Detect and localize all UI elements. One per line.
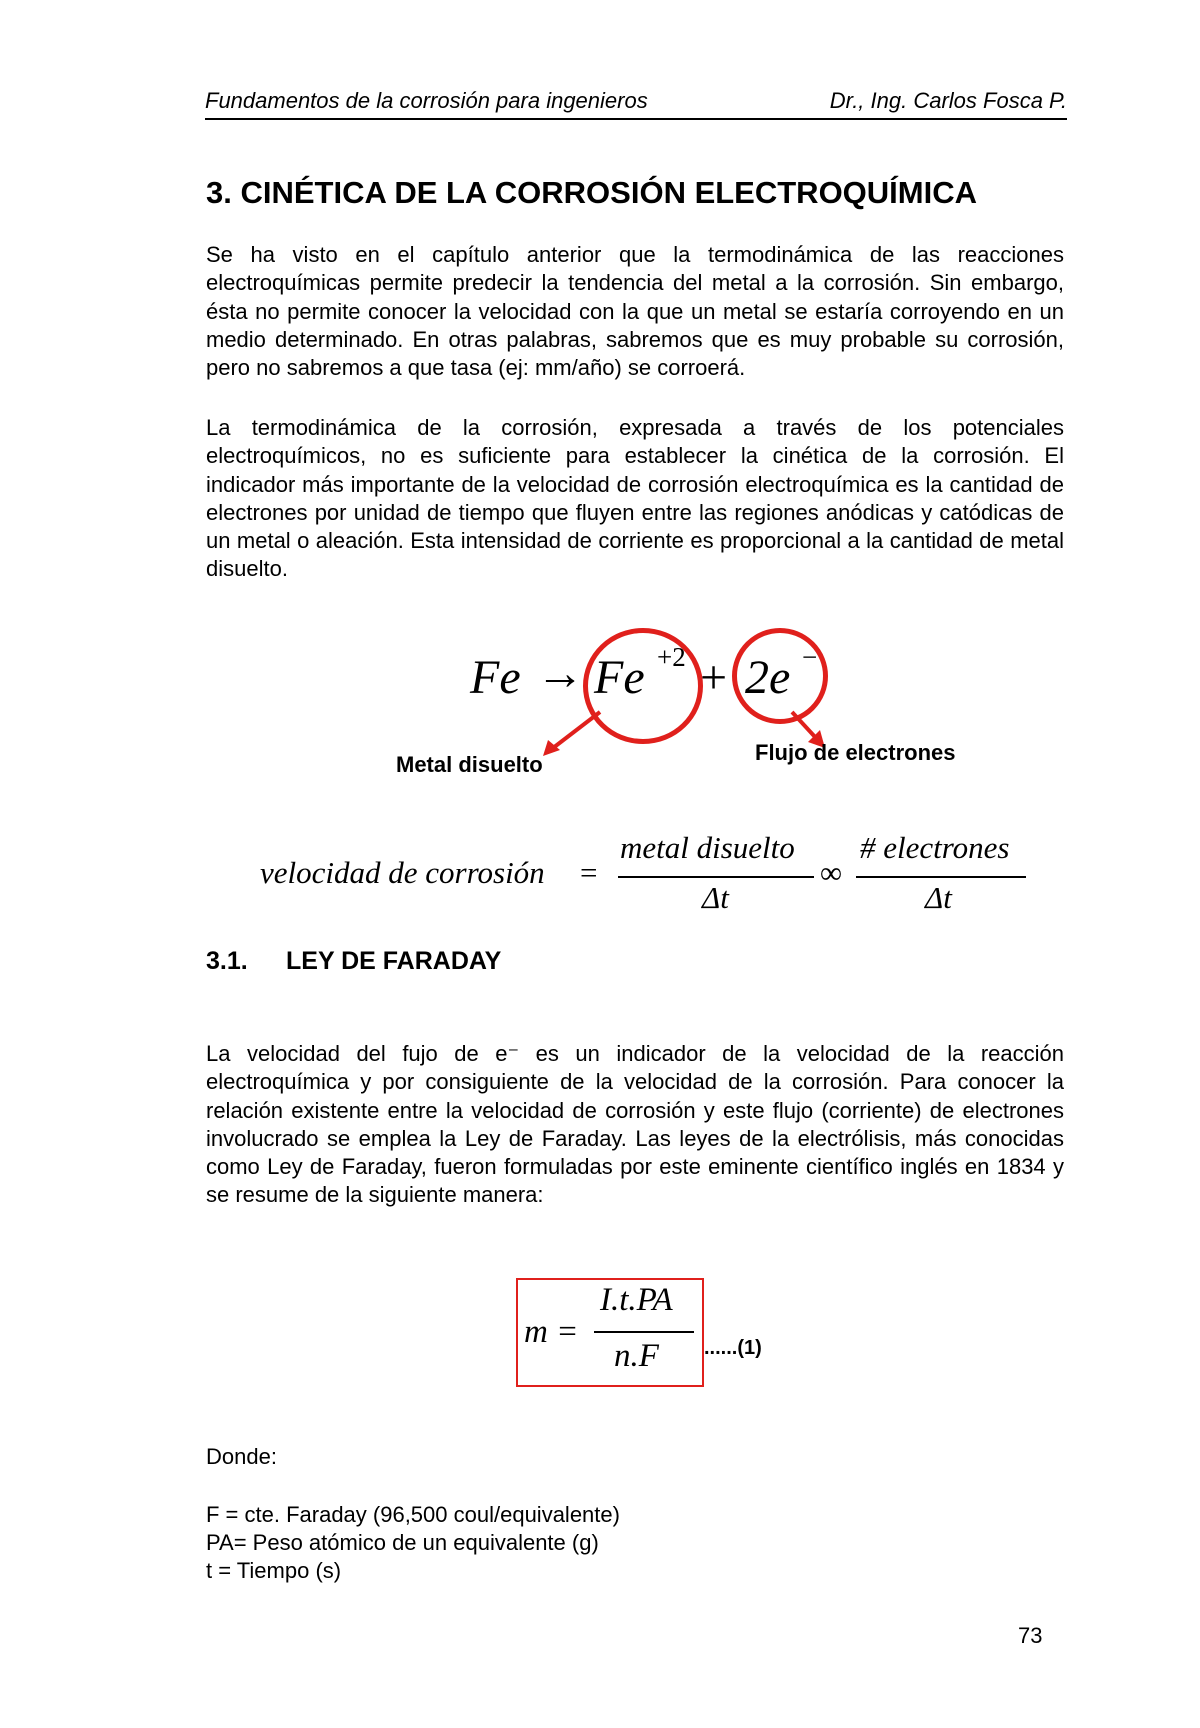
fraction-bar-2 xyxy=(856,876,1026,878)
label-electron-flow: Flujo de electrones xyxy=(755,740,956,765)
header-author: Dr., Ing. Carlos Fosca P. xyxy=(829,88,1067,113)
denominator-delta-t-2: Δt xyxy=(925,880,952,915)
product-fe-ion: Fe xyxy=(594,651,645,704)
definitions-intro: Donde: xyxy=(206,1444,277,1469)
definition-atomic-weight: PA= Peso atómico de un equivalente (g) xyxy=(206,1530,599,1555)
subsection-number: 3.1. xyxy=(206,947,248,975)
subsection-title-text: LEY DE FARADAY xyxy=(286,947,502,975)
subsection-title xyxy=(206,947,501,976)
paragraph-intro: Se ha visto en el capítulo anterior que la termodinámica de las reacciones electroquímicas permite predecir la tendencia del metal a la corrosión. Sin embargo, ésta no permite conocer la velocidad con la que un metal se estaría corroyendo en un medio determinado. En otras palabras, sabremos que es muy probable su corrosión, pero no sabremos a que tasa (ej: mm/año) se corroerá. xyxy=(206,242,1064,381)
definition-time: t = Tiempo (s) xyxy=(206,1558,342,1583)
definition-faraday-constant: F = cte. Faraday (96,500 coul/equivalente) xyxy=(206,1502,620,1527)
label-metal-dissolved: Metal disuelto xyxy=(396,752,543,777)
paragraph-faraday: La velocidad del fujo de e⁻ es un indicador de la velocidad de la reacción electroquímica y por consiguiente de la velocidad de la corrosión. Para conocer la relación existente entre la velocidad de corrosión y este flujo (corriente) de electrones involucrado se emplea la Ley de Faraday. Las leyes de la electrólisis, más conocidas como Ley de Faraday, fueron formuladas por este eminente científico inglés en 1834 y se resume de la siguiente manera: xyxy=(206,1041,1064,1208)
chapter-title: 3. CINÉTICA DE LA CORROSIÓN ELECTROQUÍMICA xyxy=(206,175,978,210)
plus-sign: + xyxy=(700,651,728,704)
reactant-fe: Fe xyxy=(470,651,521,704)
faraday-denominator: n.F xyxy=(614,1338,659,1374)
arrow-to-electron-label xyxy=(792,712,816,738)
faraday-equation-box xyxy=(516,1278,704,1387)
fraction-bar-1 xyxy=(618,876,814,878)
reaction-arrow: → xyxy=(536,647,584,700)
faraday-fraction-bar xyxy=(594,1331,694,1333)
rate-equals: = xyxy=(580,855,598,890)
header-book-title: Fundamentos de la corrosión para ingenieros xyxy=(205,88,648,113)
paragraph-kinetics: La termodinámica de la corrosión, expresada a través de los potenciales electroquímicos, no es suficiente para establecer la cinética de la corrosión. El indicador más importante de la velocidad de corrosión electroquímica es la cantidad de electrones por unidad de tiempo que fluyen entre las regiones anódicas y catódicas de un metal o aleación. Esta intensidad de corriente es proporcional a la cantidad de metal disuelto. xyxy=(206,415,1064,582)
ion-charge: +2 xyxy=(657,642,686,672)
rate-lhs: velocidad de corrosión xyxy=(260,855,545,890)
electron-charge: − xyxy=(802,642,818,672)
faraday-lhs: m = xyxy=(524,1314,579,1350)
electrons-term: 2e xyxy=(745,651,791,704)
numerator-metal-dissolved: metal disuelto xyxy=(620,830,795,865)
faraday-numerator: I.t.PA xyxy=(600,1282,673,1318)
proportional-symbol: ∞ xyxy=(820,855,843,890)
page-number: 73 xyxy=(1018,1623,1043,1648)
equation-reference: ......(1) xyxy=(704,1337,762,1359)
denominator-delta-t-1: Δt xyxy=(702,880,729,915)
arrow-to-metal-label xyxy=(553,712,600,748)
numerator-electrons: # electrones xyxy=(860,830,1010,865)
